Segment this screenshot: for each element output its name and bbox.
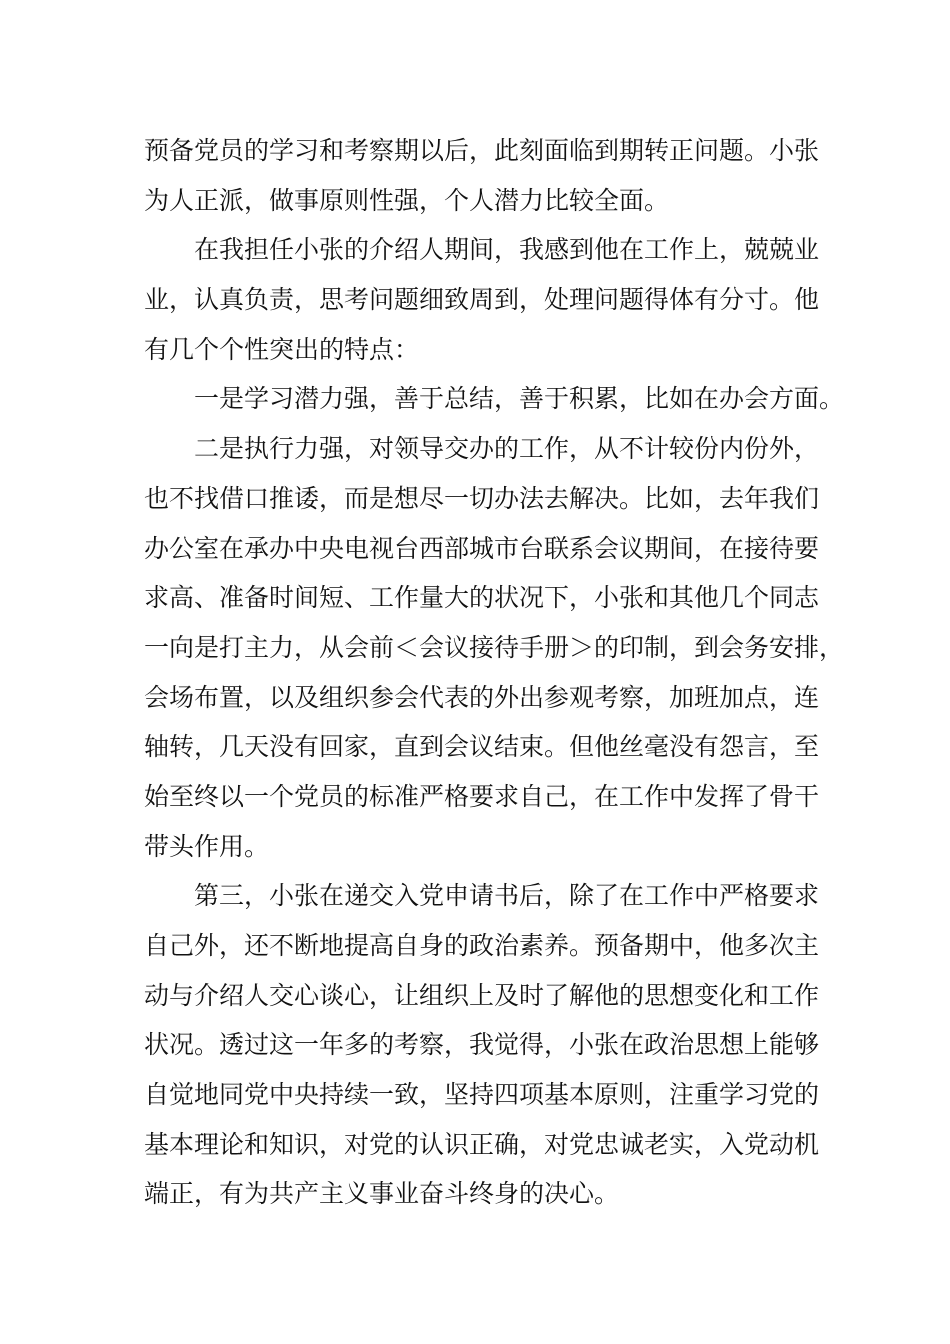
text-line: 为人正派，做事原则性强，个人潜力比较全面。	[144, 185, 670, 215]
text-line: 自觉地同党中央持续一致，坚持四项基本原则，注重学习党的	[144, 1080, 820, 1110]
text-line: 预备党员的学习和考察期以后，此刻面临到期转正问题。小张	[144, 136, 820, 165]
text-line: 始至终以一个党员的标准严格要求自己，在工作中发挥了骨干	[144, 781, 820, 811]
text-line: 有几个个性突出的特点：	[144, 334, 420, 364]
text-line: 第三，小张在递交入党申请书后，除了在工作中严格要求	[194, 881, 820, 911]
text-line: 在我担任小张的介绍人期间，我感到他在工作上，兢兢业	[194, 235, 820, 265]
text-line: 一向是打主力，从会前＜会议接待手册＞的印制，到会务安排，	[144, 632, 845, 662]
text-line: 动与介绍人交心谈心，让组织上及时了解他的思想变化和工作	[144, 980, 820, 1010]
text-line: 办公室在承办中央电视台西部城市台联系会议期间，在接待要	[144, 533, 820, 563]
text-line: 状况。透过这一年多的考察，我觉得，小张在政治思想上能够	[144, 1030, 820, 1060]
text-line: 轴转，几天没有回家，直到会议结束。但他丝毫没有怨言，至	[144, 732, 820, 762]
text-line: 端正，有为共产主义事业奋斗终身的决心。	[144, 1179, 620, 1209]
text-line: 会场布置，以及组织参会代表的外出参观考察，加班加点，连	[144, 682, 820, 712]
body-text	[144, 126, 845, 1219]
text-line: 业，认真负责，思考问题细致周到，处理问题得体有分寸。他	[144, 285, 820, 315]
text-line: 求高、准备时间短、工作量大的状况下，小张和其他几个同志	[144, 583, 820, 613]
text-line: 二是执行力强，对领导交办的工作，从不计较份内份外，	[194, 434, 820, 464]
text-line: 基本理论和知识，对党的认识正确，对党忠诚老实，入党动机	[144, 1129, 820, 1159]
text-line: 带头作用。	[144, 831, 270, 861]
text-line: 一是学习潜力强，善于总结，善于积累，比如在办会方面。	[194, 384, 845, 414]
text-line: 自己外，还不断地提高自身的政治素养。预备期中，他多次主	[144, 931, 820, 960]
text-line: 也不找借口推诿，而是想尽一切办法去解决。比如，去年我们	[144, 483, 820, 513]
